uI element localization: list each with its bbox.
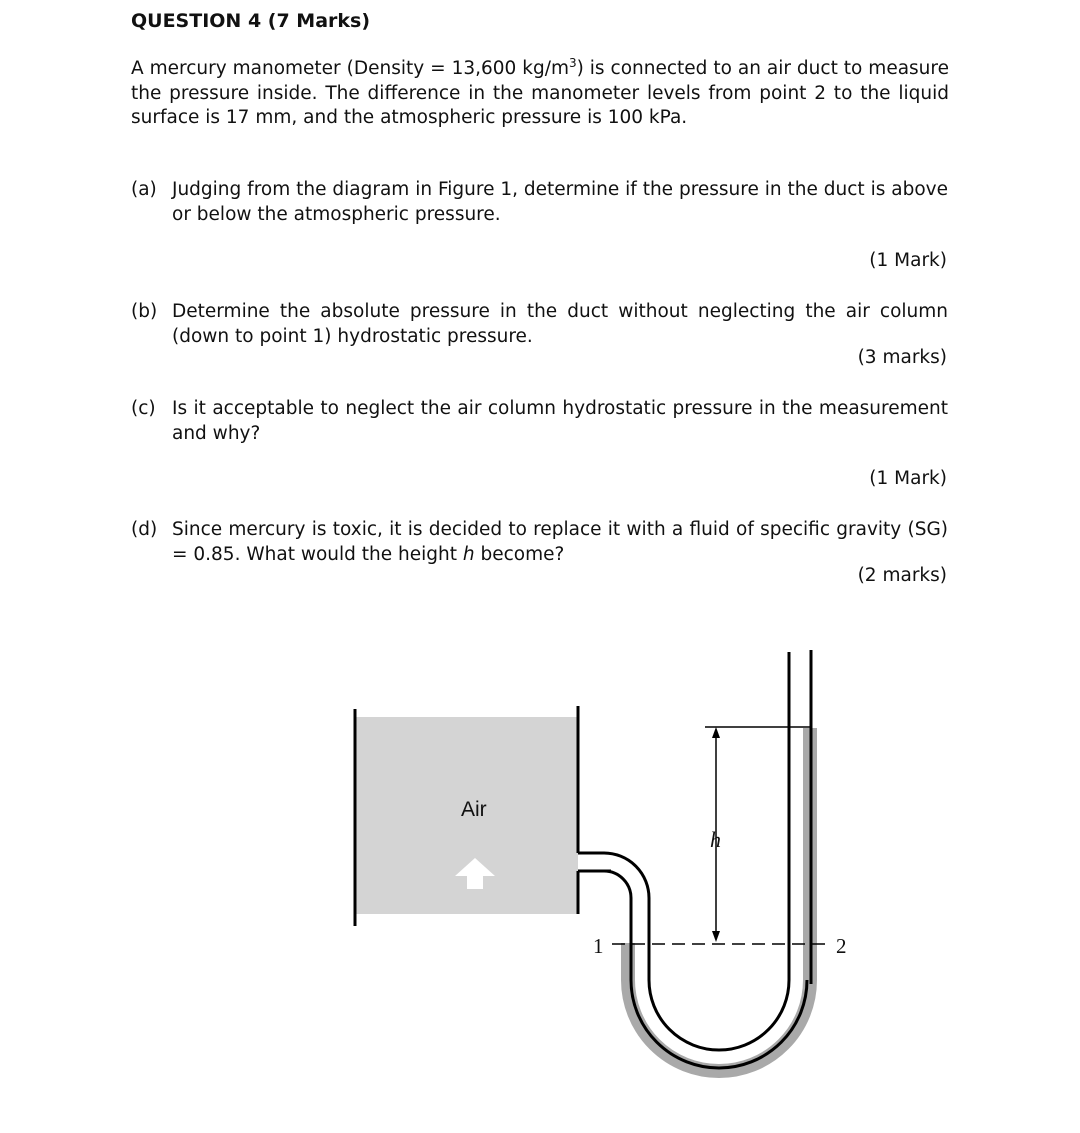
height-arrow-top-icon — [712, 727, 720, 738]
part-b-text: Determine the absolute pressure in the duct without neglecting the air column (down to point 1) hydrostatic pressure. — [172, 301, 948, 347]
part-b-label: (b) — [131, 301, 158, 322]
part-a-label: (a) — [131, 179, 157, 200]
air-label: Air — [461, 798, 487, 821]
tube-inner-wall — [578, 652, 789, 1050]
part-d-text: Since mercury is toxic, it is decided to replace it with a fluid of specific gravity (SG) = 0.85. What would the height h become? — [172, 519, 948, 565]
tube-outer-wall-left — [578, 871, 807, 1068]
manometer-fluid — [628, 728, 810, 1071]
height-arrow-bottom-icon — [712, 931, 720, 942]
point-2-label: 2 — [836, 934, 847, 958]
question-title: QUESTION 4 (7 Marks) — [131, 10, 371, 32]
part-c-text: Is it acceptable to neglect the air column hydrostatic pressure in the measurement and why? — [172, 398, 948, 444]
question-intro: A mercury manometer (Density = 13,600 $kg/m^3$) is connected to an air duct to measure the pressure inside. The difference in the manometer levels from point 2 to the liquid surface is 17 mm, and the atmospheric pressure is 100 kPa. — [131, 55, 949, 128]
part-c-label: (c) — [131, 398, 156, 419]
part-d-label: (d) — [131, 519, 158, 540]
height-label: h — [710, 827, 721, 852]
part-a-marks: (1 Mark) — [869, 250, 947, 271]
part-c-marks: (1 Mark) — [869, 468, 947, 489]
part-a-text: Judging from the diagram in Figure 1, determine if the pressure in the duct is above or below the atmospheric pressure. — [172, 179, 948, 225]
part-d-marks: (2 marks) — [857, 565, 947, 586]
point-1-label: 1 — [593, 934, 604, 958]
part-b-marks: (3 marks) — [857, 347, 947, 368]
